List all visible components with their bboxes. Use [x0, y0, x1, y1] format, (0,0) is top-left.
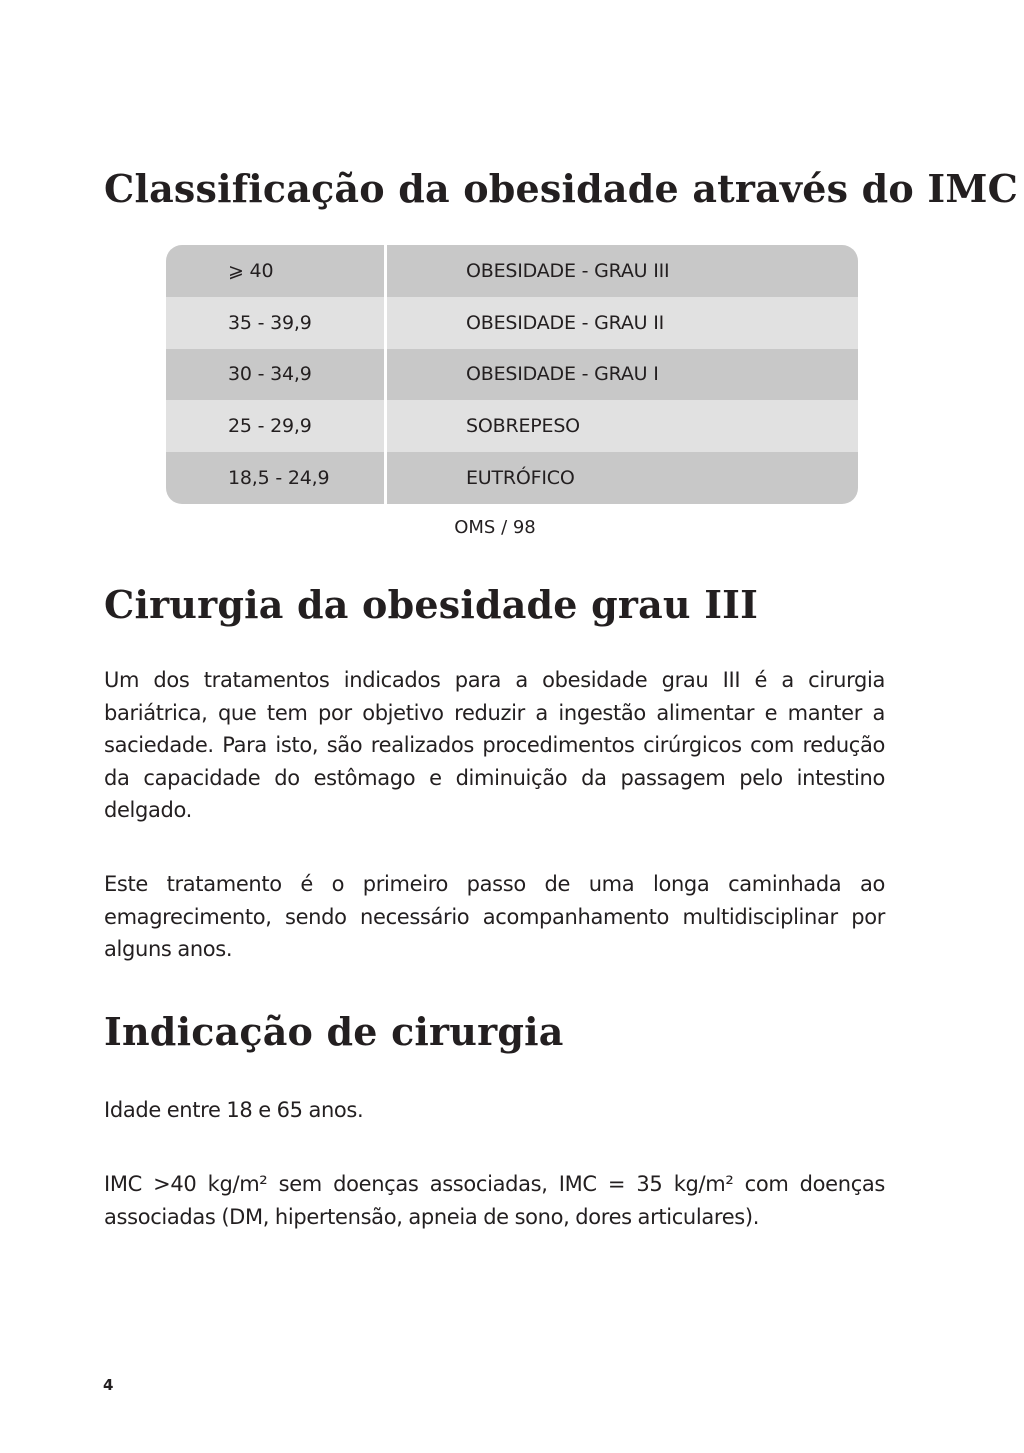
heading-cirurgia: Cirurgia da obesidade grau III	[104, 582, 759, 627]
paragraph-cirurgia-intro: Um dos tratamentos indicados para a obesidade grau III é a cirurgia bariátrica, que tem por objetivo reduzir a ingestão alimentar e manter a saciedade. Para isto, são realizados procedimentos cirúrgicos com redução da capacidade do estômago e diminuição da passagem pelo intestino delgado.	[104, 668, 885, 822]
page-number: 4	[103, 1376, 114, 1394]
imc-classification-table	[166, 245, 858, 504]
table-row	[166, 349, 858, 401]
heading-classificacao: Classificação da obesidade através do IMC	[104, 166, 1019, 211]
heading-indicacao: Indicação de cirurgia	[104, 1009, 564, 1054]
table-row	[166, 245, 858, 297]
imc-range-cell: ⩾ 40	[228, 259, 274, 282]
classification-cell: EUTRÓFICO	[466, 467, 575, 490]
imc-range-cell: 35 - 39,9	[228, 311, 312, 334]
classification-cell: OBESIDADE - GRAU III	[466, 259, 670, 282]
classification-cell: SOBREPESO	[466, 415, 580, 438]
paragraph-idade: Idade entre 18 e 65 anos.	[104, 1098, 364, 1122]
classification-cell: OBESIDADE - GRAU I	[466, 363, 659, 386]
imc-range-cell: 18,5 - 24,9	[228, 467, 330, 490]
table-row	[166, 400, 858, 452]
table-row	[166, 297, 858, 349]
imc-range-cell: 30 - 34,9	[228, 363, 312, 386]
paragraph-imc-criteria: IMC >40 kg/m² sem doenças associadas, IMC = 35 kg/m² com doenças associadas (DM, hipertensão, apneia de sono, dores articulares).	[104, 1172, 885, 1229]
imc-range-cell: 25 - 29,9	[228, 415, 312, 438]
column-divider	[384, 245, 387, 504]
table-source-caption: OMS / 98	[454, 517, 536, 538]
classification-cell: OBESIDADE - GRAU II	[466, 311, 665, 334]
table-row	[166, 452, 858, 504]
paragraph-cirurgia-tratamento: Este tratamento é o primeiro passo de uma longa caminhada ao emagrecimento, sendo necessário acompanhamento multidisciplinar por alguns anos.	[104, 872, 885, 961]
